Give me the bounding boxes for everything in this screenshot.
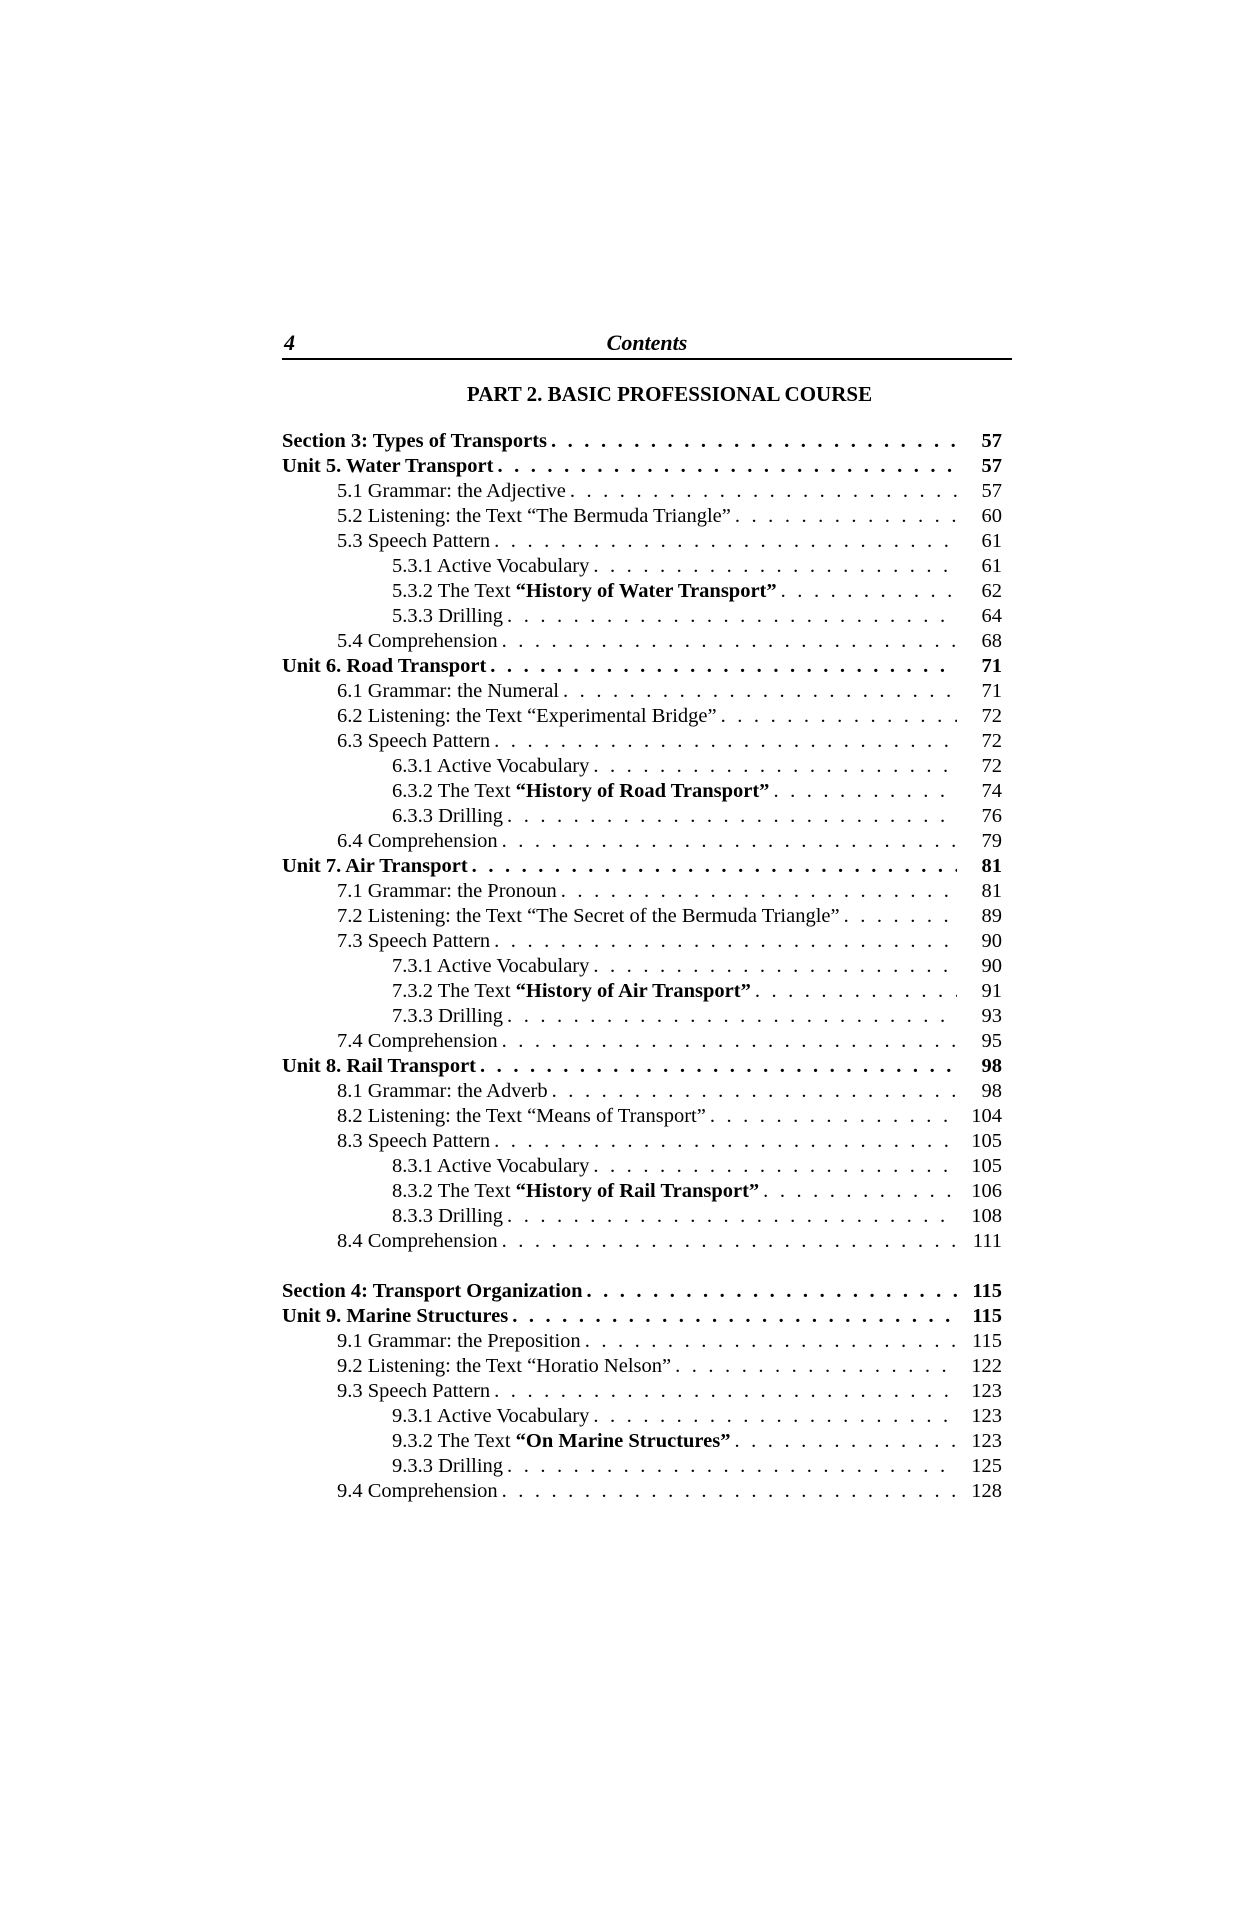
toc-entry-label: 5.3 Speech Pattern — [337, 530, 491, 552]
toc-entry-label: 8.3.3 Drilling — [392, 1205, 504, 1227]
toc-entry[interactable] — [282, 729, 1012, 754]
dot-leader — [566, 479, 957, 504]
toc-entry-label: 6.3.2 The Text “History of Road Transport” — [392, 780, 770, 802]
dot-leader — [503, 1004, 957, 1029]
dot-leader — [490, 1379, 957, 1404]
toc-page-number: 98 — [981, 1055, 1002, 1077]
toc-page-number: 68 — [981, 630, 1002, 652]
toc-entry-label: 8.3.1 Active Vocabulary — [392, 1155, 590, 1177]
toc-page-number: 61 — [981, 530, 1002, 552]
toc-entry-label: 9.1 Grammar: the Preposition — [337, 1330, 581, 1352]
toc-entry-label: Unit 6. Road Transport — [282, 655, 487, 677]
toc-entry-label: Section 4: Transport Organization — [282, 1280, 583, 1302]
toc-entry[interactable] — [282, 1179, 1012, 1204]
page-number: 4 — [284, 330, 295, 355]
dot-leader — [503, 1204, 957, 1229]
toc-entry-label: 8.2 Listening: the Text “Means of Transport” — [337, 1105, 706, 1127]
toc-page-number: 81 — [981, 880, 1002, 902]
dot-leader — [490, 929, 957, 954]
dot-leader — [508, 1304, 957, 1329]
toc-entry-label: 7.3.3 Drilling — [392, 1005, 504, 1027]
toc-entry-label: 7.3.1 Active Vocabulary — [392, 955, 590, 977]
toc-entry-label: Unit 9. Marine Structures — [282, 1305, 509, 1327]
toc-entry[interactable] — [282, 954, 1012, 979]
toc-page-number: 106 — [971, 1180, 1002, 1202]
dot-leader — [589, 554, 957, 579]
toc-entry[interactable] — [282, 779, 1012, 804]
dot-leader — [589, 1404, 957, 1429]
toc-page-number: 91 — [981, 980, 1002, 1002]
toc-entry[interactable] — [282, 604, 1012, 629]
toc-entry-label: 6.2 Listening: the Text “Experimental Bridge” — [337, 705, 717, 727]
toc-page-number: 98 — [981, 1080, 1002, 1102]
dot-leader — [490, 1129, 957, 1154]
toc-page-number: 90 — [981, 955, 1002, 977]
toc-entry-label: 9.3.3 Drilling — [392, 1455, 504, 1477]
dot-leader — [490, 729, 957, 754]
dot-leader — [706, 1104, 957, 1129]
dot-leader — [589, 1154, 957, 1179]
toc-entry[interactable] — [282, 1429, 1012, 1454]
toc-entry[interactable] — [282, 679, 1012, 704]
toc-page-number: 81 — [981, 855, 1002, 877]
toc-page-number: 74 — [981, 780, 1002, 802]
toc-page-number: 93 — [981, 1005, 1002, 1027]
toc-entry[interactable] — [282, 1004, 1012, 1029]
toc-page-number: 95 — [981, 1030, 1002, 1052]
running-title: Contents — [606, 330, 688, 355]
dot-leader — [486, 654, 957, 679]
toc-entry[interactable] — [282, 1104, 1012, 1129]
toc-entry[interactable] — [282, 654, 1012, 679]
toc-entry-label: 8.4 Comprehension — [337, 1230, 498, 1252]
toc-entry[interactable] — [282, 1129, 1012, 1154]
toc-page-number: 105 — [971, 1155, 1002, 1177]
toc-page-number: 128 — [971, 1480, 1002, 1502]
toc-entry[interactable] — [282, 879, 1012, 904]
toc-entry[interactable] — [282, 929, 1012, 954]
toc-page-number: 115 — [972, 1330, 1002, 1352]
toc-entry-label: 5.2 Listening: the Text “The Bermuda Triangle” — [337, 505, 731, 527]
dot-leader — [493, 454, 957, 479]
dot-leader — [490, 529, 957, 554]
toc-entry-label: 7.4 Comprehension — [337, 1030, 498, 1052]
toc-entry-label: 6.3 Speech Pattern — [337, 730, 491, 752]
toc-entry[interactable] — [282, 979, 1012, 1004]
toc-page-number: 71 — [981, 680, 1002, 702]
toc-page-number: 108 — [971, 1205, 1002, 1227]
toc-entry[interactable] — [282, 1279, 1012, 1304]
part-title: PART 2. BASIC PROFESSIONAL COURSE — [466, 382, 873, 406]
toc-entry[interactable] — [282, 1354, 1012, 1379]
toc-entry[interactable] — [282, 1229, 1012, 1254]
dot-leader — [503, 604, 957, 629]
dot-leader — [557, 879, 957, 904]
toc-entry[interactable] — [282, 1204, 1012, 1229]
toc-entry[interactable] — [282, 1304, 1012, 1329]
toc-entry-label: 9.2 Listening: the Text “Horatio Nelson” — [337, 1355, 672, 1377]
toc-entry-label: 6.4 Comprehension — [337, 830, 498, 852]
toc-entry[interactable] — [282, 1154, 1012, 1179]
dot-leader — [476, 1054, 957, 1079]
toc-entry[interactable] — [282, 1054, 1012, 1079]
toc-page-number: 105 — [971, 1130, 1002, 1152]
toc-entry[interactable] — [282, 854, 1012, 879]
toc-entry-label: 6.3.1 Active Vocabulary — [392, 755, 590, 777]
toc-entry[interactable] — [282, 579, 1012, 604]
dot-leader — [840, 904, 957, 929]
toc-entry-label: 9.3 Speech Pattern — [337, 1380, 491, 1402]
dot-leader — [589, 754, 957, 779]
toc-page-number: 90 — [981, 930, 1002, 952]
toc-entry-label: 8.3.2 The Text “History of Rail Transport” — [392, 1180, 760, 1202]
toc-entry-label: Unit 8. Rail Transport — [282, 1055, 477, 1077]
toc-entry-label: 6.1 Grammar: the Numeral — [337, 680, 560, 702]
table-of-contents — [282, 429, 1012, 1504]
dot-leader — [468, 854, 957, 879]
toc-entry-label: 5.3.3 Drilling — [392, 605, 504, 627]
dot-leader — [777, 579, 957, 604]
dot-leader — [759, 1179, 957, 1204]
toc-entry[interactable] — [282, 1454, 1012, 1479]
toc-page-number: 111 — [972, 1230, 1002, 1252]
toc-page-number: 61 — [981, 555, 1002, 577]
dot-leader — [717, 704, 957, 729]
toc-entry[interactable] — [282, 804, 1012, 829]
toc-entry[interactable] — [282, 529, 1012, 554]
toc-entry-label: 6.3.3 Drilling — [392, 805, 504, 827]
toc-page-number: 60 — [981, 505, 1002, 527]
toc-entry[interactable] — [282, 1404, 1012, 1429]
toc-entry[interactable] — [282, 829, 1012, 854]
toc-page-number: 72 — [981, 730, 1002, 752]
toc-entry[interactable] — [282, 479, 1012, 504]
dot-leader — [769, 779, 957, 804]
dot-leader — [498, 1479, 957, 1504]
dot-leader — [498, 829, 957, 854]
toc-entry-label: 8.1 Grammar: the Adverb — [337, 1080, 548, 1102]
toc-entry-label: 5.3.2 The Text “History of Water Transport” — [392, 580, 777, 602]
dot-leader — [548, 1079, 957, 1104]
toc-page-number: 125 — [971, 1455, 1002, 1477]
toc-entry[interactable] — [282, 504, 1012, 529]
dot-leader — [731, 504, 957, 529]
toc-entry-label: 7.1 Grammar: the Pronoun — [337, 880, 557, 902]
toc-page-number: 64 — [981, 605, 1002, 627]
dot-leader — [751, 979, 957, 1004]
dot-leader — [498, 1029, 957, 1054]
toc-page-number: 89 — [981, 905, 1002, 927]
toc-page-number: 123 — [971, 1430, 1002, 1452]
toc-entry[interactable] — [282, 1079, 1012, 1104]
toc-entry-label: 5.3.1 Active Vocabulary — [392, 555, 590, 577]
toc-entry[interactable] — [282, 904, 1012, 929]
toc-entry[interactable] — [282, 429, 1012, 454]
toc-page-number: 122 — [971, 1355, 1002, 1377]
toc-entry-label: Unit 5. Water Transport — [282, 455, 494, 477]
toc-entry-label: 9.3.1 Active Vocabulary — [392, 1405, 590, 1427]
dot-leader — [582, 1279, 957, 1304]
toc-page-number: 57 — [981, 430, 1002, 452]
toc-entry-label: 9.4 Comprehension — [337, 1480, 498, 1502]
toc-entry-label: Section 3: Types of Transports — [282, 430, 547, 452]
dot-leader — [589, 954, 957, 979]
dot-leader — [503, 1454, 957, 1479]
toc-entry[interactable] — [282, 704, 1012, 729]
toc-entry-label: 7.3.2 The Text “History of Air Transport” — [392, 980, 751, 1002]
toc-entry[interactable] — [282, 454, 1012, 479]
dot-leader — [731, 1429, 958, 1454]
toc-entry[interactable] — [282, 754, 1012, 779]
toc-page-number: 72 — [981, 755, 1002, 777]
toc-entry[interactable] — [282, 1379, 1012, 1404]
toc-entry-label: 5.4 Comprehension — [337, 630, 498, 652]
section-gap — [282, 1254, 1012, 1279]
toc-page-number: 123 — [971, 1405, 1002, 1427]
toc-page-number: 79 — [981, 830, 1002, 852]
toc-entry-label: 7.3 Speech Pattern — [337, 930, 491, 952]
toc-page-number: 115 — [972, 1280, 1002, 1302]
running-head — [282, 330, 1012, 360]
toc-page-number: 62 — [981, 580, 1002, 602]
toc-page-number: 72 — [981, 705, 1002, 727]
toc-page-number: 123 — [971, 1380, 1002, 1402]
toc-entry[interactable] — [282, 1029, 1012, 1054]
contents-page — [282, 330, 1012, 1504]
toc-page-number: 76 — [981, 805, 1002, 827]
toc-entry-label: Unit 7. Air Transport — [282, 855, 468, 877]
toc-entry-label: 8.3 Speech Pattern — [337, 1130, 491, 1152]
toc-entry[interactable] — [282, 1479, 1012, 1504]
toc-page-number: 57 — [981, 480, 1002, 502]
toc-entry[interactable] — [282, 629, 1012, 654]
dot-leader — [547, 429, 957, 454]
toc-entry-label: 7.2 Listening: the Text “The Secret of the Bermuda Triangle” — [337, 905, 840, 927]
toc-entry-label: 9.3.2 The Text “On Marine Structures” — [392, 1430, 731, 1452]
dot-leader — [559, 679, 957, 704]
toc-entry-label: 5.1 Grammar: the Adjective — [337, 480, 566, 502]
toc-entry[interactable] — [282, 554, 1012, 579]
toc-page-number: 57 — [981, 455, 1002, 477]
dot-leader — [581, 1329, 957, 1354]
dot-leader — [498, 629, 957, 654]
toc-page-number: 104 — [971, 1105, 1002, 1127]
toc-page-number: 71 — [981, 655, 1002, 677]
dot-leader — [498, 1229, 957, 1254]
dot-leader — [503, 804, 957, 829]
toc-page-number: 115 — [972, 1305, 1002, 1327]
toc-entry[interactable] — [282, 1329, 1012, 1354]
dot-leader — [671, 1354, 957, 1379]
